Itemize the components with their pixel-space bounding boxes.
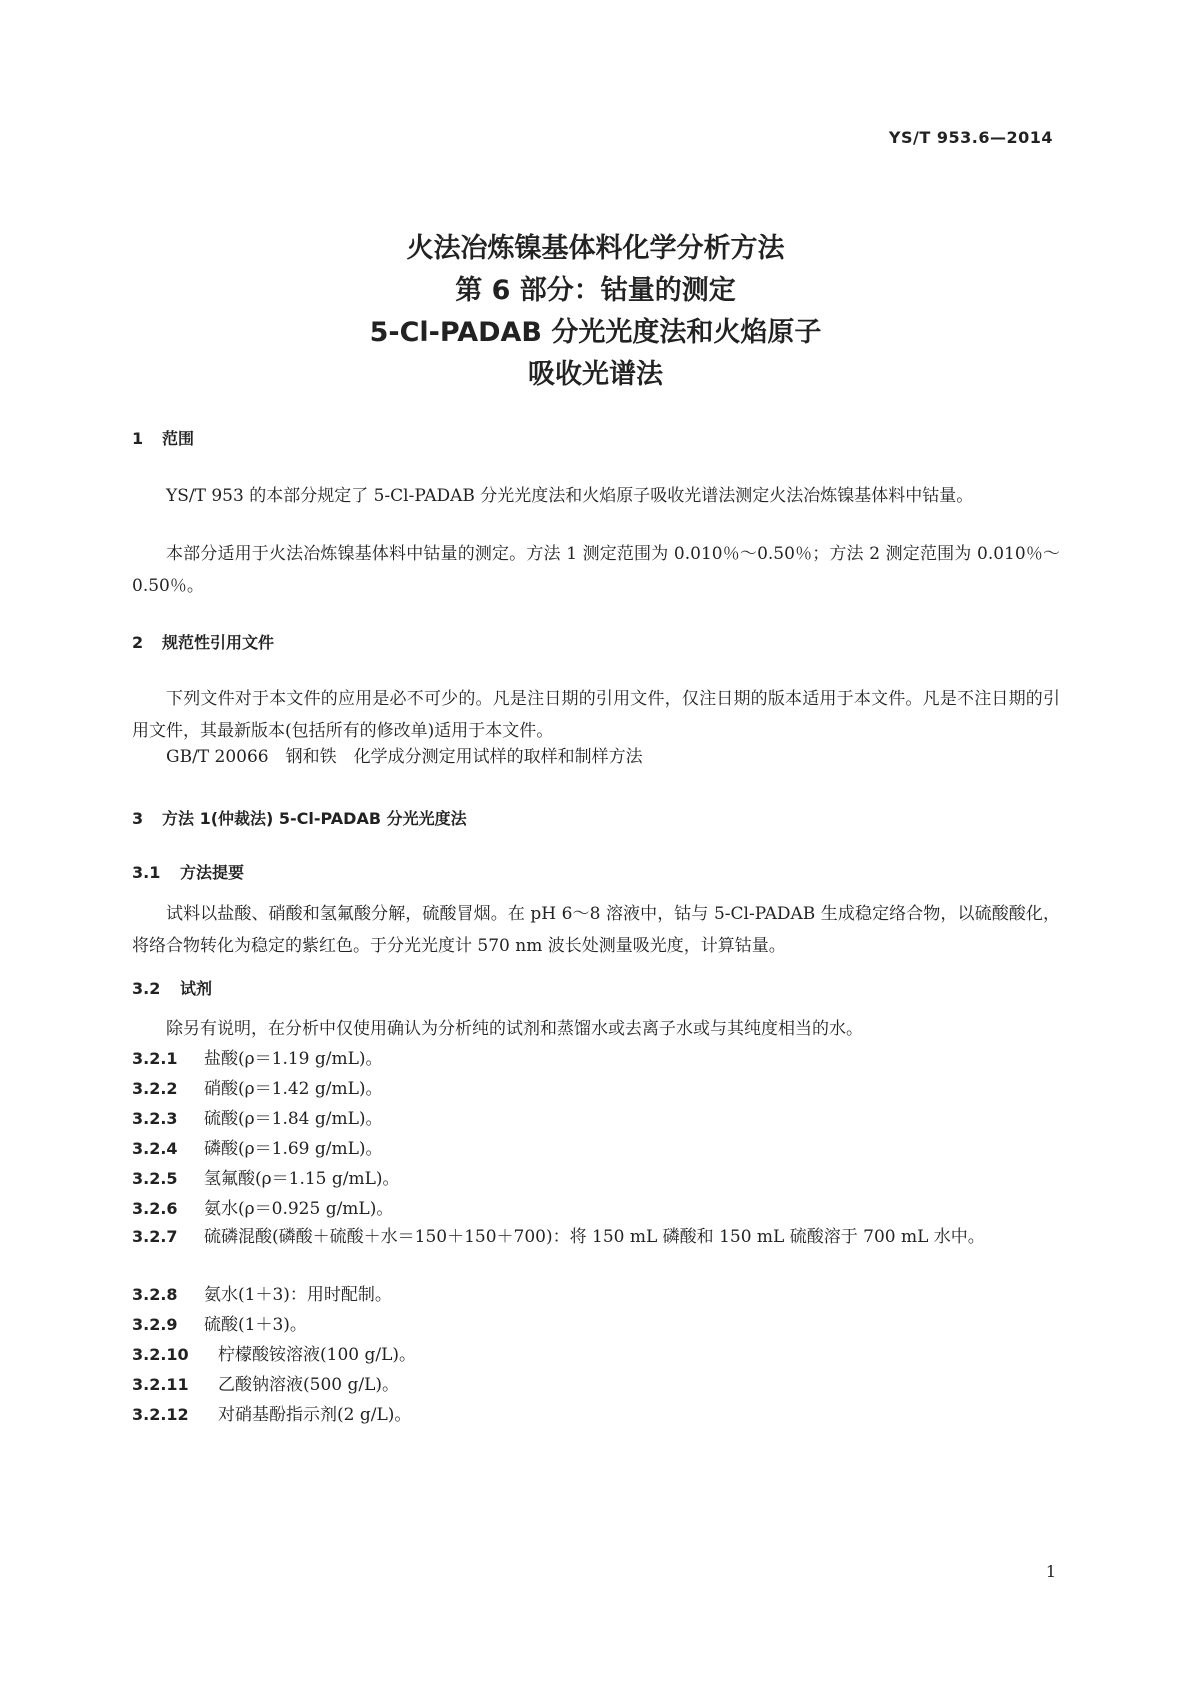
item-number: 3.2.7: [132, 1227, 178, 1246]
reagent-item: [132, 1073, 1060, 1105]
scope-paragraph-1: YS/T 953 的本部分规定了 5-Cl-PADAB 分光光度法和火焰原子吸收光谱法测定火法冶炼镍基体料中钴量。: [166, 486, 974, 506]
item-text: 氢氟酸(ρ＝1.15 g/mL)。: [204, 1169, 400, 1189]
reference-gbt-20066: GB/T 20066 钢和铁 化学成分测定用试样的取样和制样方法: [166, 747, 643, 767]
item-text: 硝酸(ρ＝1.42 g/mL)。: [204, 1079, 383, 1099]
title-line-2: 第 6 部分：钴量的测定: [455, 275, 736, 306]
item-text: 硫酸(1＋3)。: [204, 1315, 307, 1335]
item-number: 3.2.8: [132, 1285, 178, 1304]
reagent-item: [132, 1339, 1060, 1371]
section-3-1-heading: [132, 860, 244, 883]
item-number: 3.2.4: [132, 1139, 178, 1158]
standard-code: YS/T 953.6—2014: [888, 128, 1053, 147]
section-number: 2: [132, 633, 144, 652]
section-title: 试剂: [180, 979, 213, 998]
reagent-item: [132, 1163, 1060, 1195]
reagent-item: [132, 1043, 1060, 1075]
item-number: 3.2.10: [132, 1345, 189, 1364]
item-text: 磷酸(ρ＝1.69 g/mL)。: [204, 1139, 383, 1159]
item-text: 氨水(1＋3)：用时配制。: [204, 1285, 392, 1305]
reagent-item: [132, 1103, 1060, 1135]
item-number: 3.2.2: [132, 1079, 178, 1098]
item-number: 3.2.12: [132, 1405, 189, 1424]
section-3-heading: [132, 806, 467, 829]
section-title: 规范性引用文件: [162, 633, 275, 652]
section-number: 3: [132, 809, 144, 828]
section-title: 范围: [162, 429, 195, 448]
document-title: [0, 228, 1191, 396]
section-number: 1: [132, 429, 144, 448]
section-title: 方法 1(仲裁法) 5-Cl-PADAB 分光光度法: [162, 809, 467, 828]
item-text: 对硝基酚指示剂(2 g/L)。: [218, 1405, 412, 1425]
item-number: 3.2.6: [132, 1199, 178, 1218]
section-title: 方法提要: [180, 863, 245, 882]
item-number: 3.2.1: [132, 1049, 178, 1068]
item-text: 柠檬酸铵溶液(100 g/L)。: [218, 1345, 417, 1365]
reagent-item: [132, 1133, 1060, 1165]
reagent-item: [132, 1279, 1060, 1311]
item-text: 盐酸(ρ＝1.19 g/mL)。: [204, 1049, 383, 1069]
title-line-3: 5-Cl-PADAB 分光光度法和火焰原子: [369, 317, 822, 348]
item-number: 3.2.3: [132, 1109, 178, 1128]
item-text: 硫磷混酸(磷酸＋硫酸＋水＝150＋150＋700)：将 150 mL 磷酸和 150 mL 硫酸溶于 700 mL 水中。: [204, 1227, 985, 1247]
item-number: 3.2.9: [132, 1315, 178, 1334]
section-1-heading: [132, 426, 194, 449]
reagent-item: [132, 1399, 1060, 1431]
reagents-intro-paragraph: 除另有说明，在分析中仅使用确认为分析纯的试剂和蒸馏水或去离子水或与其纯度相当的水。: [166, 1019, 863, 1039]
section-number: 3.1: [132, 863, 161, 882]
references-paragraph: 下列文件对于本文件的应用是必不可少的。凡是注日期的引用文件，仅注日期的版本适用于本文件。凡是不注日期的引用文件，其最新版本(包括所有的修改单)适用于本文件。: [132, 689, 1060, 741]
page-number: 1: [1045, 1562, 1056, 1581]
title-line-4: 吸收光谱法: [528, 359, 663, 390]
reagent-item: [132, 1309, 1060, 1341]
reagent-item: [132, 1369, 1060, 1401]
title-line-1: 火法冶炼镍基体料化学分析方法: [406, 233, 785, 264]
section-number: 3.2: [132, 979, 161, 998]
item-text: 硫酸(ρ＝1.84 g/mL)。: [204, 1109, 383, 1129]
item-number: 3.2.11: [132, 1375, 189, 1394]
section-3-2-heading: [132, 976, 212, 999]
reagent-item: [132, 1221, 1060, 1253]
item-number: 3.2.5: [132, 1169, 178, 1188]
item-text: 氨水(ρ＝0.925 g/mL)。: [204, 1199, 394, 1219]
section-2-heading: [132, 630, 274, 653]
item-text: 乙酸钠溶液(500 g/L)。: [218, 1375, 400, 1395]
scope-paragraph-2: 本部分适用于火法冶炼镍基体料中钴量的测定。方法 1 测定范围为 0.010％～0.50％；方法 2 测定范围为 0.010％～0.50％。: [132, 544, 1060, 596]
method-summary-paragraph: 试料以盐酸、硝酸和氢氟酸分解，硫酸冒烟。在 pH 6～8 溶液中，钴与 5-Cl-PADAB 生成稳定络合物，以硫酸酸化，将络合物转化为稳定的紫红色。于分光光度计 570 nm 波长处测量吸光度，计算钴量。: [132, 904, 1060, 956]
